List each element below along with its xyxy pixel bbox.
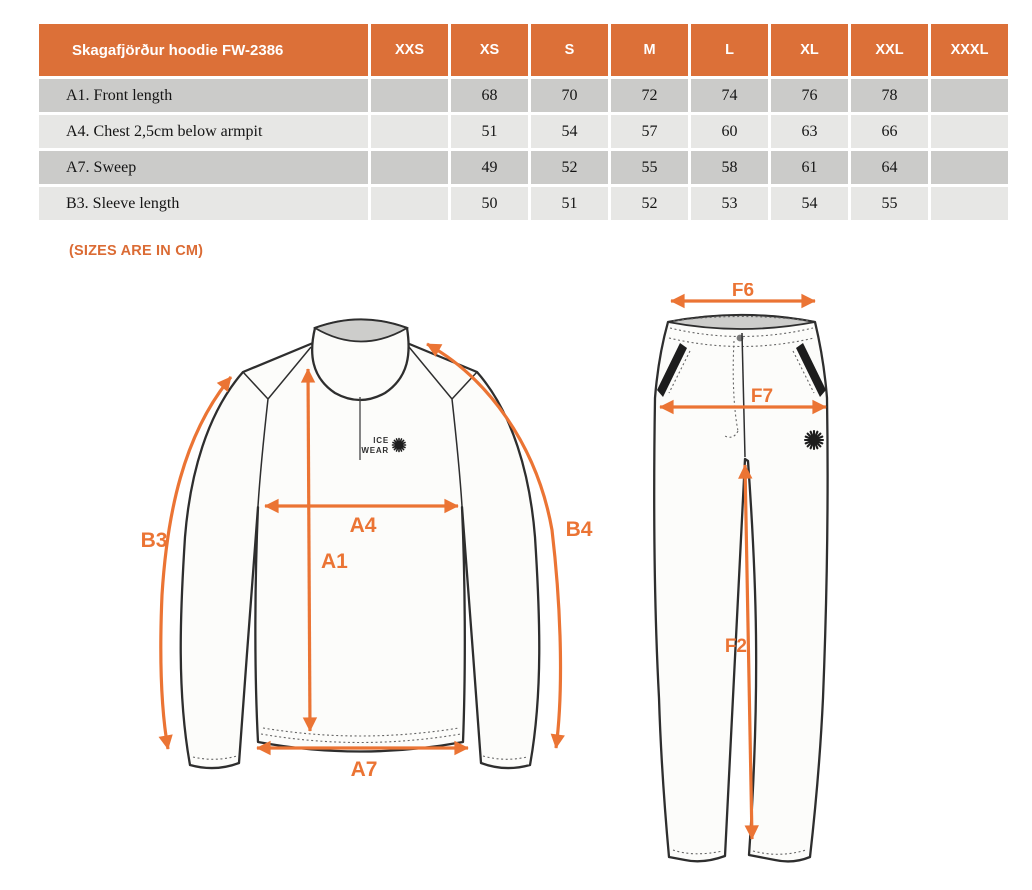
- size-value-cell: 55: [611, 151, 688, 184]
- size-value-cell: 57: [611, 115, 688, 148]
- size-table: [36, 21, 1011, 223]
- pants-technical-drawing: [645, 283, 955, 875]
- size-value-cell: [931, 79, 1008, 112]
- size-value-cell: 63: [771, 115, 848, 148]
- label-f2: F2: [724, 636, 747, 657]
- size-value-cell: 54: [771, 187, 848, 220]
- size-value-cell: 49: [451, 151, 528, 184]
- label-b3: B3: [140, 529, 168, 552]
- size-col-header-xxxl: XXXL: [931, 24, 1008, 76]
- size-value-cell: 76: [771, 79, 848, 112]
- size-col-header-xs: XS: [451, 24, 528, 76]
- size-col-header-xxl: XXL: [851, 24, 928, 76]
- size-value-cell: [371, 115, 448, 148]
- size-col-header-m: M: [611, 24, 688, 76]
- size-value-cell: [931, 151, 1008, 184]
- size-value-cell: [931, 187, 1008, 220]
- measurement-label: A7. Sweep: [39, 151, 368, 184]
- size-value-cell: [371, 79, 448, 112]
- size-value-cell: 72: [611, 79, 688, 112]
- snowflake-icon: [805, 431, 823, 449]
- size-value-cell: 78: [851, 79, 928, 112]
- label-b4: B4: [565, 518, 593, 541]
- size-value-cell: 52: [531, 151, 608, 184]
- size-col-header-s: S: [531, 24, 608, 76]
- measurement-label: A4. Chest 2,5cm below armpit: [39, 115, 368, 148]
- snowflake-icon: [393, 439, 406, 452]
- label-f7: F7: [750, 386, 774, 407]
- hoodie-technical-drawing: [55, 285, 615, 790]
- logo-text-line2: WEAR: [361, 446, 389, 455]
- size-value-cell: 54: [531, 115, 608, 148]
- size-value-cell: 50: [451, 187, 528, 220]
- size-col-header-l: L: [691, 24, 768, 76]
- table-row-sweep: [39, 151, 1008, 184]
- size-value-cell: 61: [771, 151, 848, 184]
- size-value-cell: 68: [451, 79, 528, 112]
- table-row-chest: [39, 115, 1008, 148]
- measurement-label: B3. Sleeve length: [39, 187, 368, 220]
- size-value-cell: 55: [851, 187, 928, 220]
- arrow-a1-front-length: [308, 369, 310, 731]
- size-value-cell: 52: [611, 187, 688, 220]
- logo-text-line1: ICE: [373, 436, 389, 445]
- table-header-row: [39, 24, 1008, 76]
- size-value-cell: 51: [531, 187, 608, 220]
- label-a7: A7: [350, 758, 378, 781]
- size-value-cell: 74: [691, 79, 768, 112]
- label-a1: A1: [321, 550, 348, 573]
- size-value-cell: [931, 115, 1008, 148]
- size-value-cell: [371, 151, 448, 184]
- table-row-sleeve-length: [39, 187, 1008, 220]
- size-value-cell: 66: [851, 115, 928, 148]
- pants-outline: [654, 315, 827, 861]
- sizes-unit-note: (SIZES ARE IN CM): [69, 243, 204, 259]
- size-value-cell: 60: [691, 115, 768, 148]
- size-value-cell: [371, 187, 448, 220]
- size-value-cell: 51: [451, 115, 528, 148]
- size-col-header-xxs: XXS: [371, 24, 448, 76]
- measurement-label: A1. Front length: [39, 79, 368, 112]
- product-title: Skagafjörður hoodie FW-2386: [39, 24, 368, 76]
- size-value-cell: 70: [531, 79, 608, 112]
- size-value-cell: 53: [691, 187, 768, 220]
- label-a4: A4: [349, 514, 377, 537]
- size-col-header-xl: XL: [771, 24, 848, 76]
- table-row-front-length: [39, 79, 1008, 112]
- label-f6: F6: [731, 283, 755, 301]
- size-value-cell: 58: [691, 151, 768, 184]
- size-value-cell: 64: [851, 151, 928, 184]
